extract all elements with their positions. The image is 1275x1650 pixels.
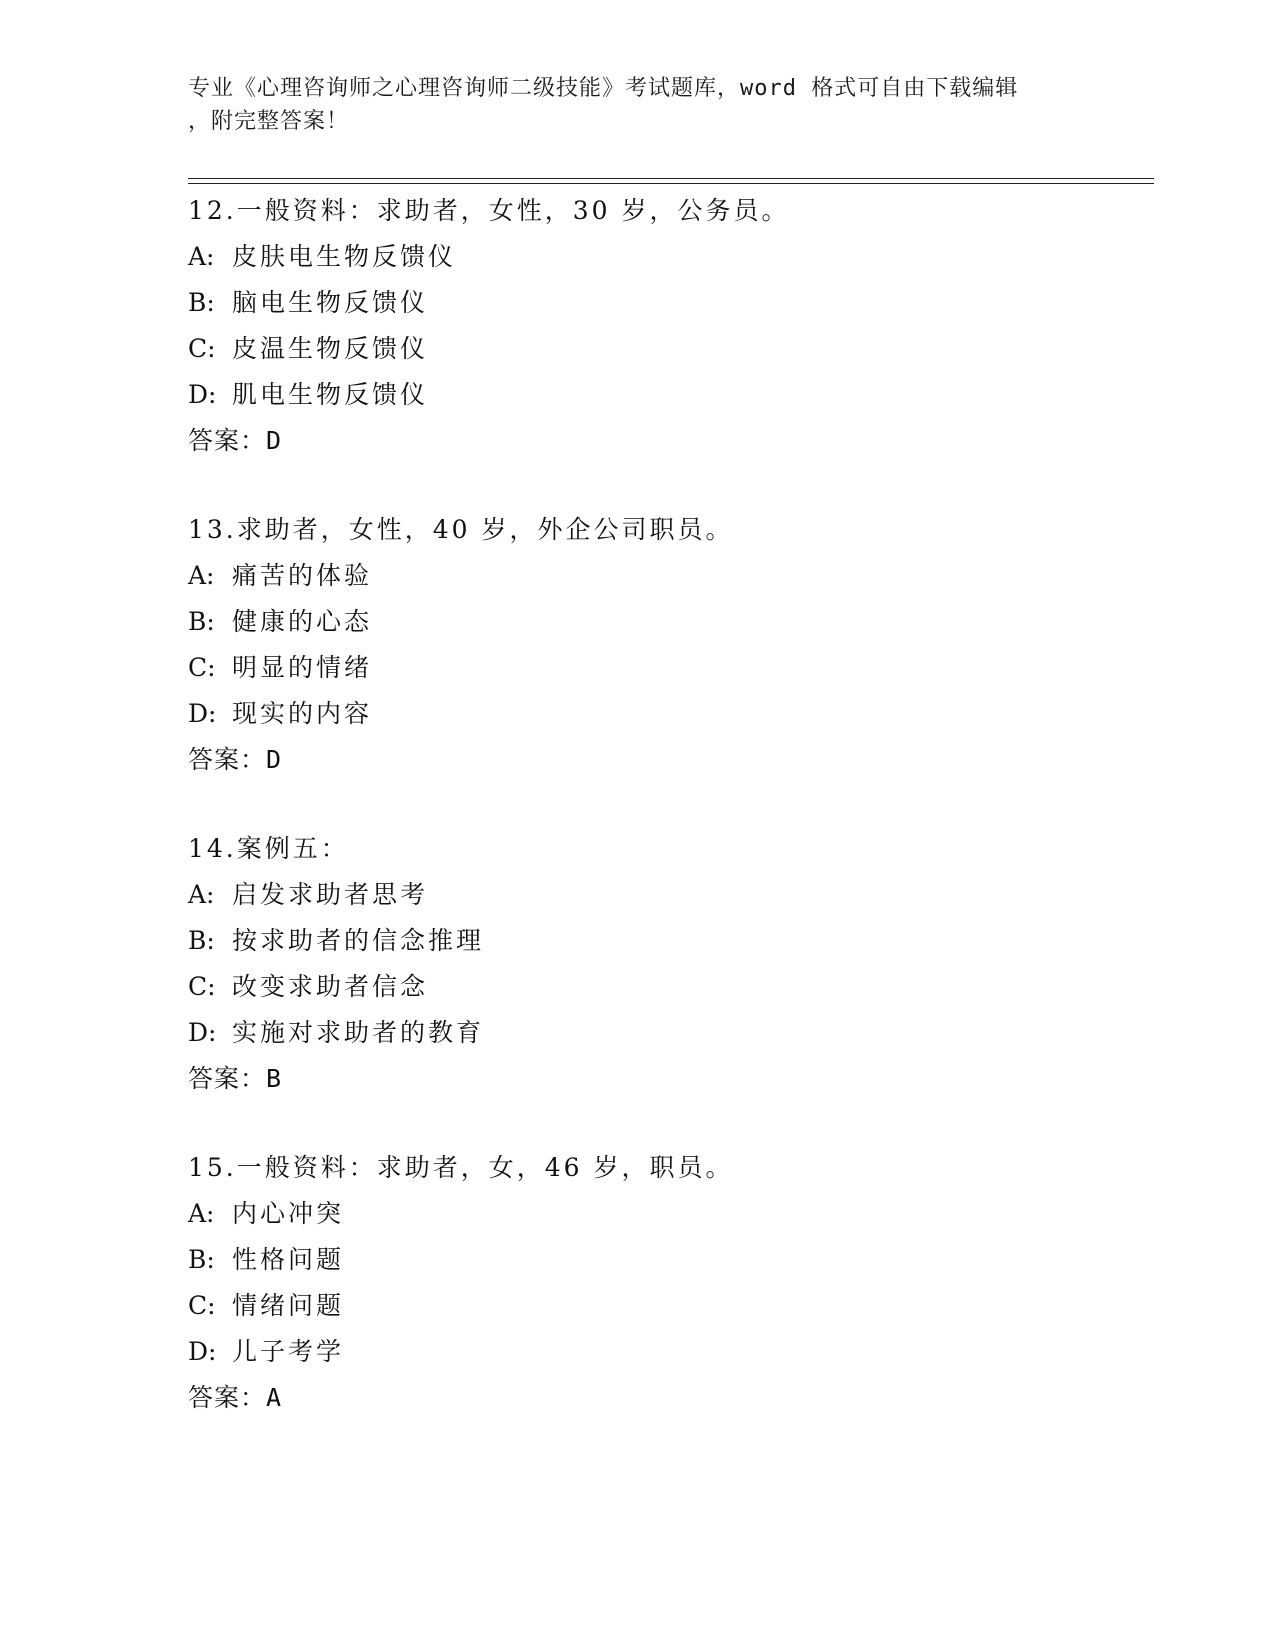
option-letter: B: [188,607,215,636]
answer-line: 答案：A [188,1383,283,1412]
option-letter: C: [188,1291,216,1320]
option-a [188,1191,1148,1237]
option-text: 皮温生物反馈仪 [232,334,429,363]
option-text: 脑电生物反馈仪 [232,288,429,317]
option-text: 现实的内容 [232,699,373,728]
option-d [188,372,1148,418]
option-a [188,872,1148,918]
option-b [188,280,1148,326]
option-text: 肌电生物反馈仪 [232,380,429,409]
question-stem: 12.一般资料：求助者，女性，30 岁，公务员。 [188,196,790,225]
question-list [188,188,1148,1421]
option-letter: B: [188,926,215,955]
option-letter: D: [188,380,217,409]
option-letter: A: [188,242,215,271]
option-letter: B: [188,1245,215,1274]
answer-line: 答案：D [188,426,283,455]
option-text: 儿子考学 [232,1337,345,1366]
option-text: 情绪问题 [232,1291,345,1320]
option-a [188,553,1148,599]
option-letter: D: [188,1018,217,1047]
option-text: 痛苦的体验 [232,561,373,590]
option-letter: C: [188,653,216,682]
option-b [188,918,1148,964]
header-line-1: 专业《心理咨询师之心理咨询师二级技能》考试题库，word 格式可自由下载编辑 [188,76,1019,101]
option-b [188,1237,1148,1283]
option-text: 健康的心态 [232,607,373,636]
question-15 [188,1145,1148,1421]
option-c [188,964,1148,1010]
option-text: 皮肤电生物反馈仪 [232,242,457,271]
question-13 [188,507,1148,783]
option-c [188,1283,1148,1329]
question-stem: 15.一般资料：求助者，女，46 岁，职员。 [188,1153,734,1182]
option-letter: C: [188,334,216,363]
option-text: 实施对求助者的教育 [232,1018,485,1047]
question-14 [188,826,1148,1102]
option-d [188,1329,1148,1375]
option-text: 启发求助者思考 [232,880,429,909]
option-letter: B: [188,288,215,317]
answer-line: 答案：B [188,1064,283,1093]
option-text: 改变求助者信念 [232,972,429,1001]
header-line-2: ，附完整答案！ [188,109,350,134]
option-c [188,645,1148,691]
option-letter: A: [188,1199,215,1228]
option-letter: A: [188,561,215,590]
option-text: 内心冲突 [232,1199,345,1228]
header-divider-bottom [188,183,1154,184]
option-text: 明显的情绪 [232,653,373,682]
option-letter: D: [188,1337,217,1366]
option-text: 性格问题 [232,1245,345,1274]
option-letter: D: [188,699,217,728]
header-divider-top [188,178,1154,179]
answer-line: 答案：D [188,745,283,774]
question-stem: 14.案例五： [188,834,349,863]
option-c [188,326,1148,372]
option-letter: C: [188,972,216,1001]
option-d [188,1010,1148,1056]
question-stem: 13.求助者，女性，40 岁，外企公司职员。 [188,515,734,544]
document-header [188,72,1068,138]
option-d [188,691,1148,737]
question-12 [188,188,1148,464]
option-b [188,599,1148,645]
option-text: 按求助者的信念推理 [232,926,485,955]
option-a [188,234,1148,280]
option-letter: A: [188,880,215,909]
